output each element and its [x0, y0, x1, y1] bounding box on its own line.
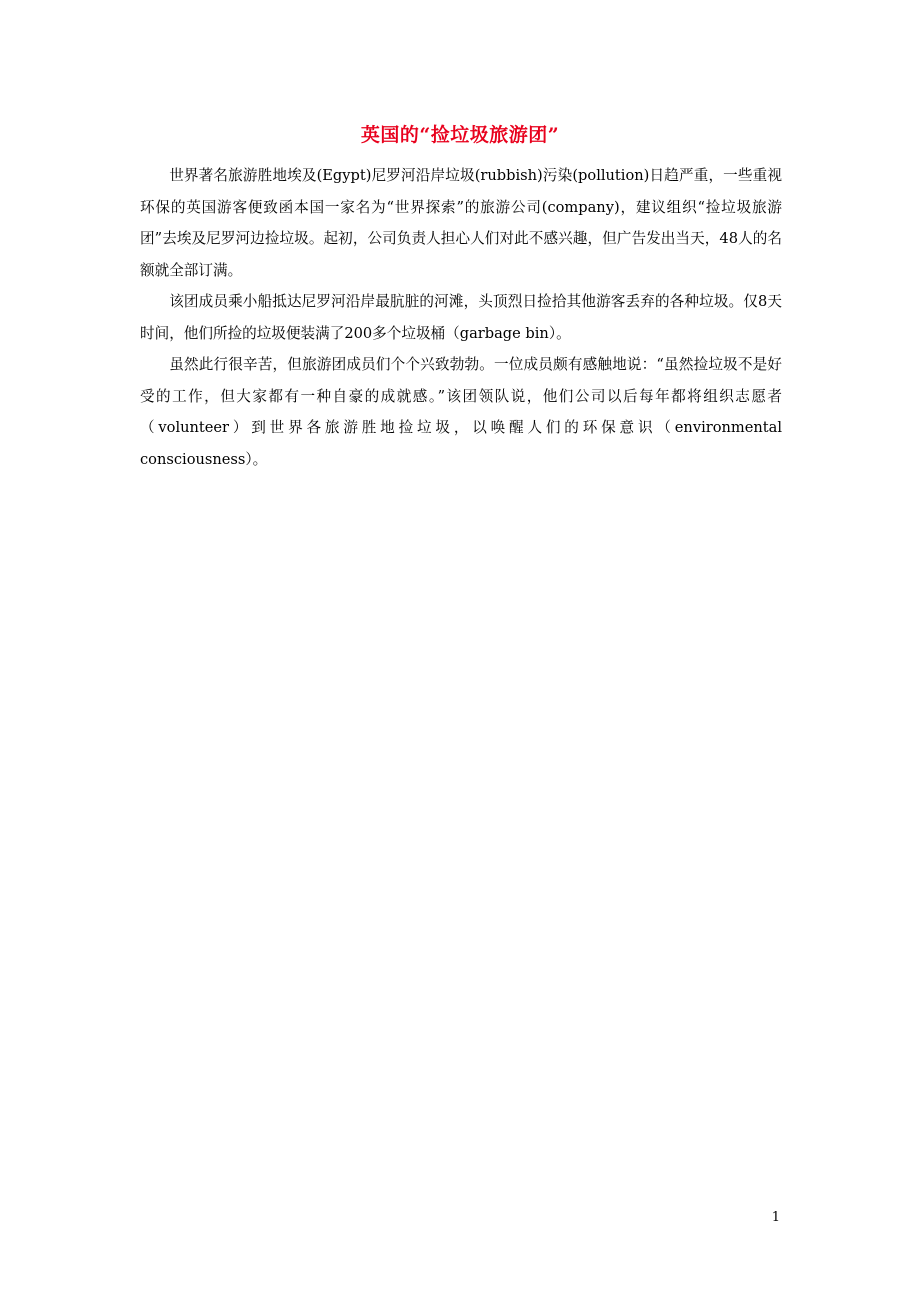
paragraph-1: 世界著名旅游胜地埃及(Egypt)尼罗河沿岸垃圾(rubbish)污染(pollution)日趋严重，一些重视环保的英国游客便致函本国一家名为“世界探索”的旅游公司(company)，建议组织“捡垃圾旅游团”去埃及尼罗河边捡垃圾。起初，公司负责人担心人们对此不感兴趣，但广告发出当天，48人的名额就全部订满。 — [140, 167, 782, 279]
paragraph-3: 虽然此行很辛苦，但旅游团成员们个个兴致勃勃。一位成员颇有感触地说：“虽然捡垃圾不是好受的工作，但大家都有一种自豪的成就感。”该团领队说，他们公司以后每年都将组织志愿者（volunteer）到世界各旅游胜地捡垃圾，以唤醒人们的环保意识（environmental consciousness）。 — [140, 356, 782, 468]
article-body — [140, 160, 782, 475]
paragraph-2: 该团成员乘小船抵达尼罗河沿岸最肮脏的河滩，头顶烈日捡拾其他游客丢弃的各种垃圾。仅8天时间，他们所捡的垃圾便装满了200多个垃圾桶（garbage bin）。 — [140, 293, 782, 342]
page-number: 1 — [771, 1210, 780, 1225]
article-title: 英国的“捡垃圾旅游团” — [360, 124, 560, 146]
